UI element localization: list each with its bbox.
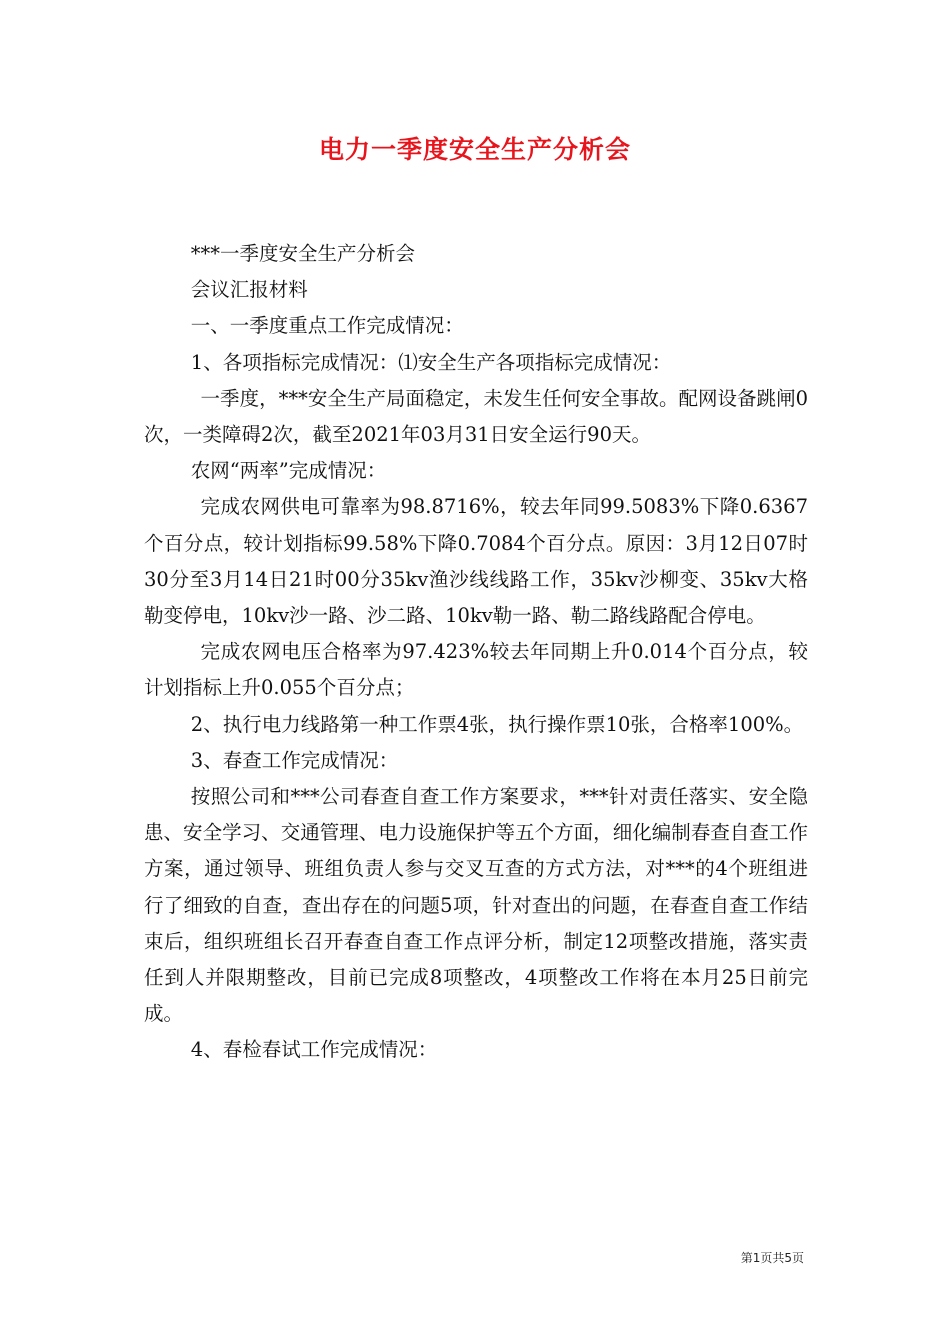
paragraph-safety-summary: 一季度，***安全生产局面稳定，未发生任何安全事故。配网设备跳闸0次，一类障碍2次，截至2021年03月31日安全运行90天。 [144,386,808,447]
paragraph-item-3: 3、春查工作完成情况： [190,748,399,772]
paragraph-two-rates: 农网“两率”完成情况： [190,459,387,483]
document-title: 电力一季度安全生产分析会 [318,135,631,164]
paragraph-reliability: 完成农网供电可靠率为98.8716%，较去年同99.5083%下降0.6367个百分点，较计划指标99.58%下降0.7084个百分点。原因：3月12日07时30分至3月14日21时00分35kv渔沙线线路工作，35kv沙柳变、35kv大格勒变停电，10kv沙一路、沙二路、10kv勒一路、勒二路线路配合停电。 [144,495,808,628]
paragraph-item-4: 4、春检春试工作完成情况： [190,1038,438,1062]
paragraph-item-1: 1、各项指标完成情况：⑴安全生产各项指标完成情况： [190,350,672,374]
paragraph-voltage: 完成农网电压合格率为97.423%较去年同期上升0.014个百分点，较计划指标上升0.055个百分点； [144,640,808,700]
paragraph-section-1: 一、一季度重点工作完成情况： [190,314,464,338]
paragraph-heading: ***一季度安全生产分析会 [190,242,416,265]
paragraph-subheading: 会议汇报材料 [190,278,308,302]
paragraph-spring-check: 按照公司和***公司春查自查工作方案要求，***针对责任落实、安全隐患、安全学习、交通管理、电力设施保护等五个方面，细化编制春查自查工作方案，通过领导、班组负责人参与交叉互查的方式方法，对***的4个班组进行了细致的自查，查出存在的问题5项，针对查出的问题，在春查自查工作结束后，组织班组长召开春查自查工作点评分析，制定12项整改措施，落实责任到人并限期整改，目前已完成8项整改，4项整改工作将在本月25日前完成。 [144,785,808,1026]
paragraph-item-2: 2、执行电力线路第一种工作票4张，执行操作票10张，合格率100%。 [190,712,804,736]
document-body [144,236,808,1069]
page-number: 第1页共5页 [740,1251,804,1265]
